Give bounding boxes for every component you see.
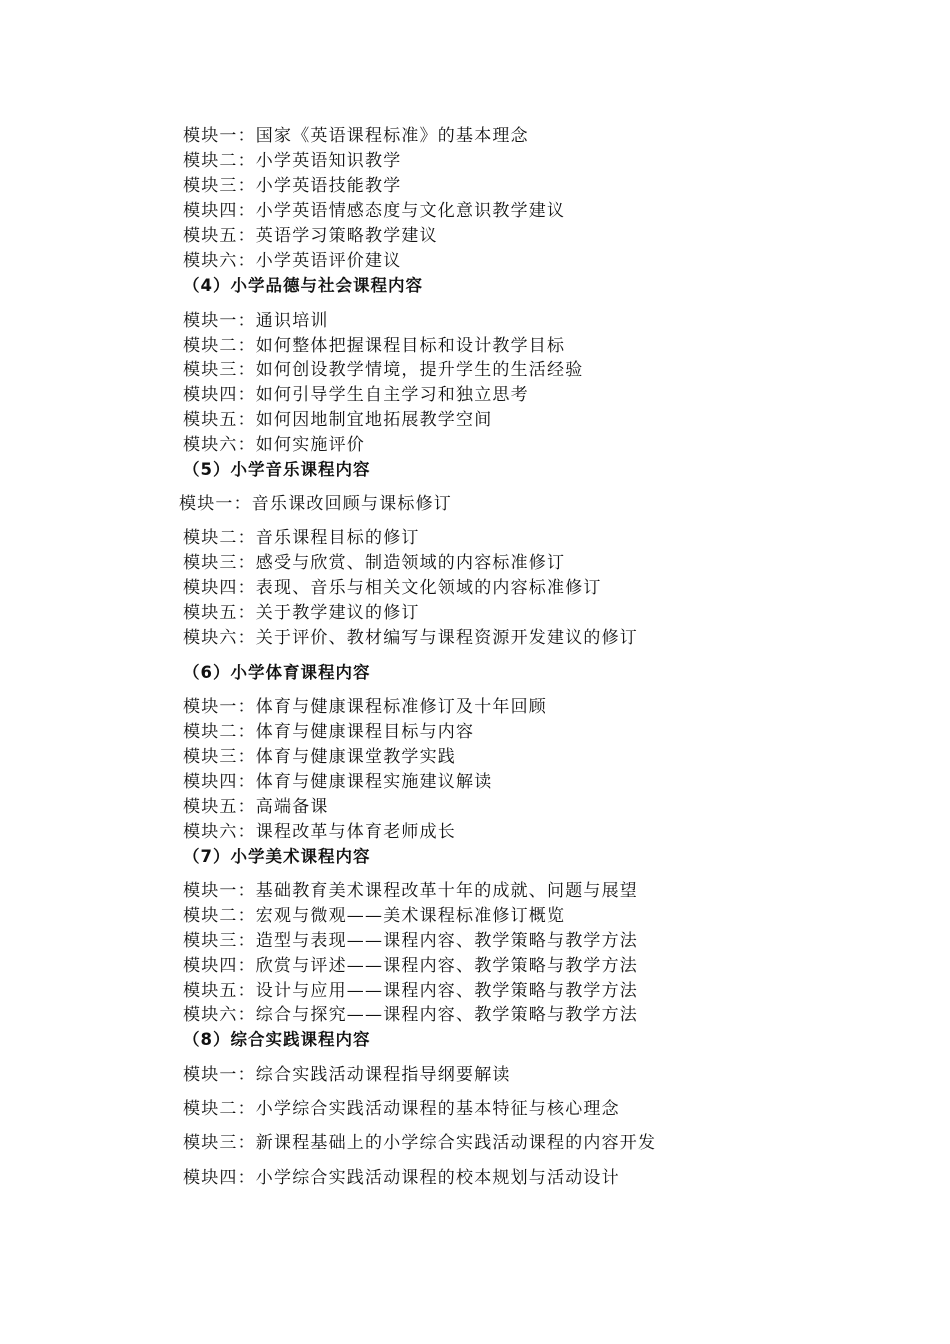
module-line: 模块二：体育与健康课程目标与内容 bbox=[183, 722, 475, 742]
module-line: 模块六：综合与探究——课程内容、教学策略与教学方法 bbox=[183, 1005, 638, 1025]
module-line: 模块四：表现、音乐与相关文化领域的内容标准修订 bbox=[183, 578, 602, 598]
module-line: 模块四：体育与健康课程实施建议解读 bbox=[183, 772, 493, 792]
module-line: 模块二：如何整体把握课程目标和设计教学目标 bbox=[183, 336, 566, 356]
module-line: 模块五：设计与应用——课程内容、教学策略与教学方法 bbox=[183, 981, 638, 1001]
module-line: 模块一：基础教育美术课程改革十年的成就、问题与展望 bbox=[183, 881, 638, 901]
module-line: 模块五：关于教学建议的修订 bbox=[183, 603, 420, 623]
section-heading-moral: （4）小学品德与社会课程内容 bbox=[183, 276, 423, 295]
module-line: 模块四：小学综合实践活动课程的校本规划与活动设计 bbox=[183, 1168, 620, 1188]
module-line: 模块一：音乐课改回顾与课标修订 bbox=[179, 494, 452, 514]
module-line: 模块三：小学英语技能教学 bbox=[183, 176, 402, 196]
module-line: 模块六：小学英语评价建议 bbox=[183, 251, 402, 271]
module-line: 模块三：新课程基础上的小学综合实践活动课程的内容开发 bbox=[183, 1133, 657, 1153]
module-line: 模块六：关于评价、教材编写与课程资源开发建议的修订 bbox=[183, 628, 638, 648]
module-line: 模块一：体育与健康课程标准修订及十年回顾 bbox=[183, 697, 547, 717]
module-line: 模块二：宏观与微观——美术课程标准修订概览 bbox=[183, 906, 566, 926]
module-line: 模块六：课程改革与体育老师成长 bbox=[183, 822, 456, 842]
module-line: 模块三：体育与健康课堂教学实践 bbox=[183, 747, 456, 767]
module-line: 模块六：如何实施评价 bbox=[183, 435, 365, 455]
section-heading-art: （7）小学美术课程内容 bbox=[183, 847, 371, 866]
module-line: 模块五：如何因地制宜地拓展教学空间 bbox=[183, 410, 493, 430]
section-heading-music: （5）小学音乐课程内容 bbox=[183, 460, 371, 479]
module-line: 模块一：综合实践活动课程指导纲要解读 bbox=[183, 1065, 511, 1085]
module-line: 模块二：小学英语知识教学 bbox=[183, 151, 402, 171]
module-line: 模块二：小学综合实践活动课程的基本特征与核心理念 bbox=[183, 1099, 620, 1119]
module-line: 模块三：感受与欣赏、制造领域的内容标准修订 bbox=[183, 553, 566, 573]
module-line: 模块五：高端备课 bbox=[183, 797, 329, 817]
module-line: 模块一：通识培训 bbox=[183, 311, 329, 331]
module-line: 模块一：国家《英语课程标准》的基本理念 bbox=[183, 126, 529, 146]
module-line: 模块五：英语学习策略教学建议 bbox=[183, 226, 438, 246]
module-line: 模块四：小学英语情感态度与文化意识教学建议 bbox=[183, 201, 566, 221]
module-line: 模块三：如何创设教学情境，提升学生的生活经验 bbox=[183, 360, 584, 380]
module-line: 模块二：音乐课程目标的修订 bbox=[183, 528, 420, 548]
module-line: 模块四：如何引导学生自主学习和独立思考 bbox=[183, 385, 529, 405]
module-line: 模块四：欣赏与评述——课程内容、教学策略与教学方法 bbox=[183, 956, 638, 976]
section-heading-pe: （6）小学体育课程内容 bbox=[183, 663, 371, 682]
module-line: 模块三：造型与表现——课程内容、教学策略与教学方法 bbox=[183, 931, 638, 951]
section-heading-practice: （8）综合实践课程内容 bbox=[183, 1030, 371, 1049]
